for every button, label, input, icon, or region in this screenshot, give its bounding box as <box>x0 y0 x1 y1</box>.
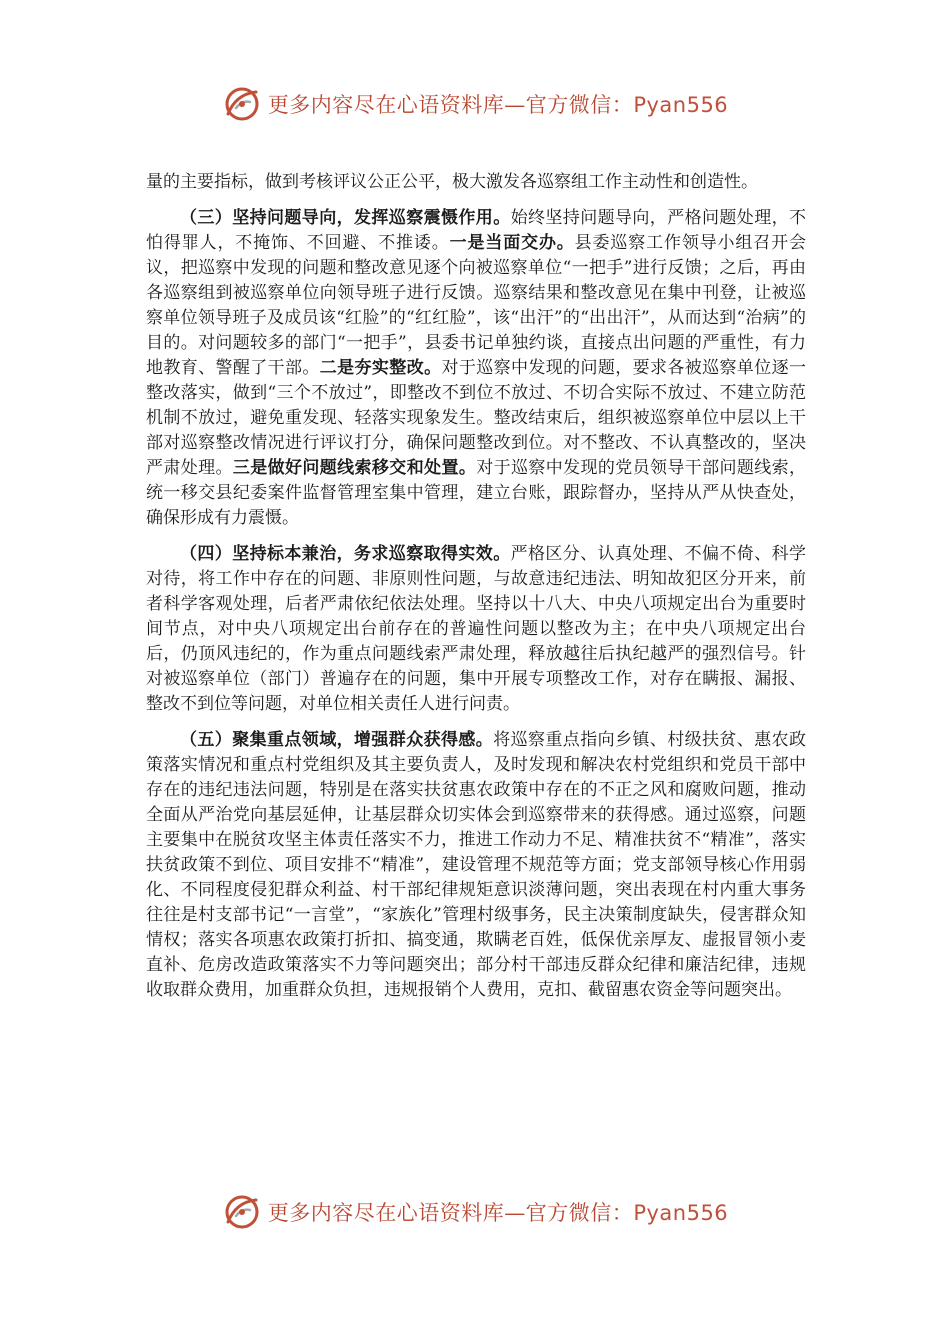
brand-logo-icon <box>222 84 262 124</box>
watermark-text: 更多内容尽在心语资料库—官方微信：Pyan556 <box>267 1201 729 1225</box>
paragraph-4 <box>146 728 806 1003</box>
text-span: 对于巡察中发现的问题，要求各被巡察单位逐一整改落实，做到“三个不放过”，即整改不到位不放过、不切合实际不放过、不建立防范机制不放过，避免重发现、轻落实现象发生。整改结束后，组织被巡察单位中层以上干部对巡察整改情况进行评议打分，确保问题整改到位。对不整改、不认真整改的，坚决严肃处理。 <box>146 358 807 478</box>
section-heading-4: （四）坚持标本兼治，务求巡察取得实效。 <box>180 544 511 564</box>
subheading-3: 三是做好问题线索移交和处置。 <box>232 458 477 478</box>
wechat-id: Pyan556 <box>633 1201 729 1225</box>
text-span: 始终坚持问题导向，严格问题处理，不怕得罪人，不掩饰、不回避、不推诿。 <box>146 208 807 253</box>
document-body <box>146 170 806 1014</box>
paragraph-3 <box>146 542 806 717</box>
text-span: 对于巡察中发现的党员领导干部问题线索，统一移交县纪委案件监督管理室集中管理，建立台账，跟踪督办，坚持从严从快查处，确保形成有力震慑。 <box>146 458 807 528</box>
paragraph-1 <box>146 170 806 195</box>
wechat-id: Pyan556 <box>633 93 729 117</box>
subheading-2: 二是夯实整改。 <box>319 358 442 378</box>
subheading-1: 一是当面交办。 <box>449 233 575 253</box>
text-span: 严格区分、认真处理、不偏不倚、科学对待，将工作中存在的问题、非原则性问题，与故意违纪违法、明知故犯区分开来，前者科学客观处理，后者严肃依纪依法处理。坚持以十八大、中央八项规定出台为重要时间节点，对中央八项规定出台前存在的普遍性问题以整改为主；在中央八项规定出台后，仍顶风违纪的，作为重点问题线索严肃处理，释放越往后执纪越严的强烈信号。针对被巡察单位（部门）普遍存在的问题，集中开展专项整改工作，对存在瞒报、漏报、整改不到位等问题，对单位相关责任人进行问责。 <box>146 544 807 714</box>
brand-logo-icon <box>222 1192 262 1232</box>
section-heading-3: （三）坚持问题导向，发挥巡察震慑作用。 <box>180 208 511 228</box>
watermark-text: 更多内容尽在心语资料库—官方微信：Pyan556 <box>267 93 729 117</box>
text-span: 将巡察重点指向乡镇、村级扶贫、惠农政策落实情况和重点村党组织及其主要负责人，及时发现和解决农村党组织和党员干部中存在的违纪违法问题，特别是在落实扶贫惠农政策中存在的不正之风和腐败问题，推动全面从严治党向基层延伸，让基层群众切实体会到巡察带来的获得感。通过巡察，问题主要集中在脱贫攻坚主体责任落实不力，推进工作动力不足、精准扶贫不“精准”，落实扶贫政策不到位、项目安排不“精准”，建设管理不规范等方面；党支部领导核心作用弱化、不同程度侵犯群众利益、村干部纪律规矩意识淡薄问题，突出表现在村内重大事务往往是村支部书记“一言堂”，“家族化”管理村级事务，民主决策制度缺失，侵害群众知情权；落实各项惠农政策打折扣、搞变通，欺瞒老百姓，低保优亲厚友、虚报冒领小麦直补、危房改造政策落实不力等问题突出；部分村干部违反群众纪律和廉洁纪律，违规收取群众费用，加重群众负担，违规报销个人费用，克扣、截留惠农资金等问题突出。 <box>146 730 807 1000</box>
watermark-banner-top <box>0 82 950 126</box>
paragraph-2 <box>146 206 806 531</box>
text-span: 县委巡察工作领导小组召开会议，把巡察中发现的问题和整改意见逐个向被巡察单位“一把手”进行反馈；之后，再由各巡察组到被巡察单位向领导班子进行反馈。巡察结果和整改意见在集中刊登，让被巡察单位领导班子及成员该“红脸”的“红红脸”，该“出汗”的“出出汗”，从而达到“治病”的目的。对问题较多的部门“一把手”，县委书记单独约谈，直接点出问题的严重性，有力地教育、警醒了干部。 <box>146 233 807 378</box>
watermark-banner-bottom <box>0 1190 950 1234</box>
text-span: 量的主要指标，做到考核评议公正公平，极大激发各巡察组工作主动性和创造性。 <box>146 172 758 192</box>
section-heading-5: （五）聚集重点领域，增强群众获得感。 <box>180 730 494 750</box>
